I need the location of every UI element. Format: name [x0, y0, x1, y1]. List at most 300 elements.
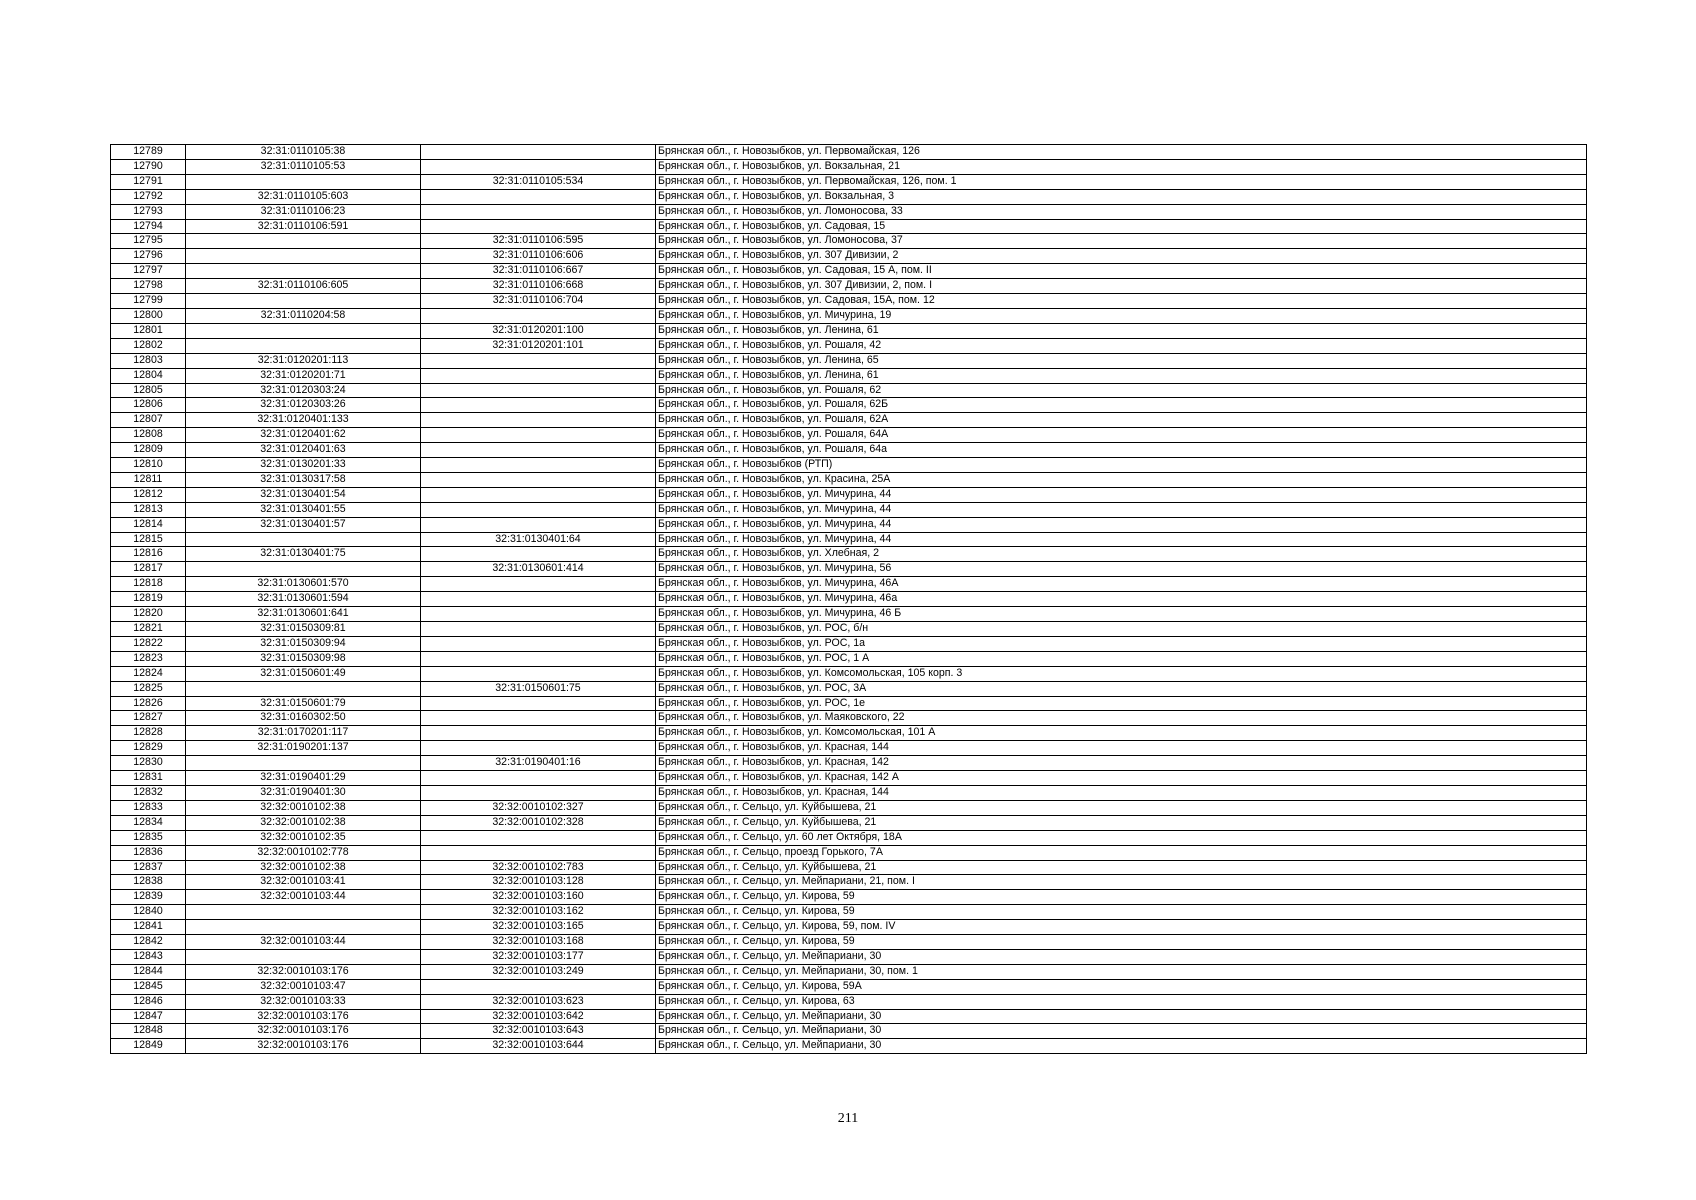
object-cadastral-number-cell [421, 159, 656, 174]
row-number-cell: 12823 [111, 651, 186, 666]
land-cadastral-number-cell: 32:32:0010103:176 [186, 964, 421, 979]
address-cell: Брянская обл., г. Новозыбков, ул. Вокзальная, 21 [656, 159, 1587, 174]
object-cadastral-number-cell: 32:31:0130401:64 [421, 532, 656, 547]
object-cadastral-number-cell: 32:32:0010103:128 [421, 875, 656, 890]
object-cadastral-number-cell [421, 830, 656, 845]
address-cell: Брянская обл., г. Новозыбков, ул. РОС, 1а [656, 636, 1587, 651]
table-row [111, 502, 1587, 517]
row-number-cell: 12821 [111, 622, 186, 637]
land-cadastral-number-cell: 32:31:0110106:23 [186, 204, 421, 219]
object-cadastral-number-cell [421, 458, 656, 473]
table-row [111, 323, 1587, 338]
land-cadastral-number-cell: 32:31:0130317:58 [186, 472, 421, 487]
land-cadastral-number-cell: 32:31:0130401:57 [186, 517, 421, 532]
object-cadastral-number-cell [421, 443, 656, 458]
row-number-cell: 12792 [111, 189, 186, 204]
address-cell: Брянская обл., г. Новозыбков, ул. РОС, б/н [656, 622, 1587, 637]
row-number-cell: 12844 [111, 964, 186, 979]
table-row [111, 741, 1587, 756]
table-row [111, 458, 1587, 473]
land-cadastral-number-cell: 32:32:0010103:41 [186, 875, 421, 890]
address-cell: Брянская обл., г. Новозыбков, ул. Садовая, 15А, пом. 12 [656, 294, 1587, 309]
land-cadastral-number-cell: 32:31:0110105:38 [186, 145, 421, 160]
table-row [111, 204, 1587, 219]
table-row [111, 920, 1587, 935]
land-cadastral-number-cell: 32:31:0120303:24 [186, 383, 421, 398]
land-cadastral-number-cell: 32:31:0150601:49 [186, 666, 421, 681]
object-cadastral-number-cell [421, 622, 656, 637]
address-cell: Брянская обл., г. Сельцо, ул. Кирова, 59А [656, 979, 1587, 994]
address-cell: Брянская обл., г. Новозыбков, ул. Красина, 25А [656, 472, 1587, 487]
object-cadastral-number-cell: 32:32:0010103:160 [421, 890, 656, 905]
address-cell: Брянская обл., г. Новозыбков (РТП) [656, 458, 1587, 473]
address-cell: Брянская обл., г. Новозыбков, ул. Мичурина, 46А [656, 577, 1587, 592]
row-number-cell: 12845 [111, 979, 186, 994]
row-number-cell: 12839 [111, 890, 186, 905]
address-cell: Брянская обл., г. Сельцо, ул. Куйбышева, 21 [656, 860, 1587, 875]
object-cadastral-number-cell: 32:31:0110106:667 [421, 264, 656, 279]
address-cell: Брянская обл., г. Новозыбков, ул. Мичурина, 44 [656, 517, 1587, 532]
table-row [111, 487, 1587, 502]
land-cadastral-number-cell: 32:32:0010103:176 [186, 1039, 421, 1054]
address-cell: Брянская обл., г. Сельцо, ул. Кирова, 59 [656, 935, 1587, 950]
row-number-cell: 12809 [111, 443, 186, 458]
address-cell: Брянская обл., г. Новозыбков, ул. РОС, 3А [656, 681, 1587, 696]
land-cadastral-number-cell [186, 338, 421, 353]
table-row [111, 875, 1587, 890]
row-number-cell: 12838 [111, 875, 186, 890]
address-cell: Брянская обл., г. Сельцо, ул. Кирова, 63 [656, 994, 1587, 1009]
table-row [111, 890, 1587, 905]
table-row [111, 577, 1587, 592]
land-cadastral-number-cell [186, 905, 421, 920]
land-cadastral-number-cell: 32:31:0190401:29 [186, 771, 421, 786]
row-number-cell: 12793 [111, 204, 186, 219]
land-cadastral-number-cell: 32:31:0130601:570 [186, 577, 421, 592]
table-row [111, 815, 1587, 830]
address-cell: Брянская обл., г. Сельцо, ул. Мейпариани, 21, пом. I [656, 875, 1587, 890]
object-cadastral-number-cell: 32:32:0010103:644 [421, 1039, 656, 1054]
land-cadastral-number-cell: 32:31:0190201:137 [186, 741, 421, 756]
address-cell: Брянская обл., г. Новозыбков, ул. Маяковского, 22 [656, 711, 1587, 726]
table-row [111, 472, 1587, 487]
address-cell: Брянская обл., г. Новозыбков, ул. Хлебная, 2 [656, 547, 1587, 562]
object-cadastral-number-cell [421, 979, 656, 994]
address-cell: Брянская обл., г. Сельцо, ул. Кирова, 59 [656, 905, 1587, 920]
table-row [111, 622, 1587, 637]
table-row [111, 949, 1587, 964]
row-number-cell: 12827 [111, 711, 186, 726]
land-cadastral-number-cell: 32:31:0110204:58 [186, 308, 421, 323]
row-number-cell: 12804 [111, 368, 186, 383]
address-cell: Брянская обл., г. Сельцо, ул. Кирова, 59 [656, 890, 1587, 905]
object-cadastral-number-cell [421, 368, 656, 383]
row-number-cell: 12822 [111, 636, 186, 651]
table-row [111, 592, 1587, 607]
table-row [111, 189, 1587, 204]
row-number-cell: 12819 [111, 592, 186, 607]
row-number-cell: 12794 [111, 219, 186, 234]
row-number-cell: 12816 [111, 547, 186, 562]
land-cadastral-number-cell: 32:31:0130401:54 [186, 487, 421, 502]
row-number-cell: 12831 [111, 771, 186, 786]
table-row [111, 249, 1587, 264]
row-number-cell: 12796 [111, 249, 186, 264]
row-number-cell: 12806 [111, 398, 186, 413]
table-row [111, 830, 1587, 845]
table-row [111, 1024, 1587, 1039]
row-number-cell: 12789 [111, 145, 186, 160]
object-cadastral-number-cell: 32:32:0010103:177 [421, 949, 656, 964]
object-cadastral-number-cell: 32:32:0010103:623 [421, 994, 656, 1009]
land-cadastral-number-cell: 32:32:0010103:176 [186, 1009, 421, 1024]
table-row [111, 443, 1587, 458]
address-cell: Брянская обл., г. Сельцо, ул. Мейпариани, 30 [656, 1009, 1587, 1024]
table-row [111, 1009, 1587, 1024]
row-number-cell: 12795 [111, 234, 186, 249]
row-number-cell: 12835 [111, 830, 186, 845]
table-row [111, 666, 1587, 681]
row-number-cell: 12843 [111, 949, 186, 964]
row-number-cell: 12846 [111, 994, 186, 1009]
row-number-cell: 12810 [111, 458, 186, 473]
land-cadastral-number-cell: 32:32:0010103:44 [186, 935, 421, 950]
object-cadastral-number-cell: 32:31:0110106:668 [421, 279, 656, 294]
object-cadastral-number-cell: 32:32:0010103:168 [421, 935, 656, 950]
object-cadastral-number-cell: 32:31:0120201:101 [421, 338, 656, 353]
table-row [111, 294, 1587, 309]
table-row [111, 726, 1587, 741]
table-row [111, 1039, 1587, 1054]
land-cadastral-number-cell: 32:32:0010103:33 [186, 994, 421, 1009]
address-cell: Брянская обл., г. Новозыбков, ул. Мичурина, 44 [656, 502, 1587, 517]
address-cell: Брянская обл., г. Новозыбков, ул. Ломоносова, 33 [656, 204, 1587, 219]
land-cadastral-number-cell: 32:31:0150309:98 [186, 651, 421, 666]
row-number-cell: 12815 [111, 532, 186, 547]
table-row [111, 428, 1587, 443]
table-row [111, 860, 1587, 875]
row-number-cell: 12811 [111, 472, 186, 487]
object-cadastral-number-cell: 32:32:0010103:642 [421, 1009, 656, 1024]
land-cadastral-number-cell [186, 294, 421, 309]
row-number-cell: 12814 [111, 517, 186, 532]
row-number-cell: 12829 [111, 741, 186, 756]
table-row [111, 308, 1587, 323]
land-cadastral-number-cell: 32:31:0150601:79 [186, 696, 421, 711]
object-cadastral-number-cell: 32:32:0010102:327 [421, 800, 656, 815]
table-row [111, 800, 1587, 815]
land-cadastral-number-cell: 32:32:0010102:38 [186, 815, 421, 830]
land-cadastral-number-cell [186, 234, 421, 249]
address-cell: Брянская обл., г. Новозыбков, ул. Ленина, 65 [656, 353, 1587, 368]
table-row [111, 651, 1587, 666]
row-number-cell: 12830 [111, 756, 186, 771]
table-row [111, 279, 1587, 294]
land-cadastral-number-cell [186, 949, 421, 964]
object-cadastral-number-cell [421, 592, 656, 607]
land-cadastral-number-cell: 32:31:0120201:113 [186, 353, 421, 368]
object-cadastral-number-cell: 32:31:0190401:16 [421, 756, 656, 771]
object-cadastral-number-cell [421, 726, 656, 741]
address-cell: Брянская обл., г. Новозыбков, ул. Рошаля, 42 [656, 338, 1587, 353]
row-number-cell: 12826 [111, 696, 186, 711]
row-number-cell: 12790 [111, 159, 186, 174]
row-number-cell: 12848 [111, 1024, 186, 1039]
row-number-cell: 12813 [111, 502, 186, 517]
object-cadastral-number-cell: 32:31:0110106:606 [421, 249, 656, 264]
row-number-cell: 12817 [111, 562, 186, 577]
land-cadastral-number-cell: 32:31:0110105:603 [186, 189, 421, 204]
land-cadastral-number-cell: 32:32:0010102:778 [186, 845, 421, 860]
object-cadastral-number-cell: 32:31:0110106:595 [421, 234, 656, 249]
land-cadastral-number-cell [186, 562, 421, 577]
address-cell: Брянская обл., г. Сельцо, ул. 60 лет Октября, 18А [656, 830, 1587, 845]
object-cadastral-number-cell: 32:31:0110106:704 [421, 294, 656, 309]
table-row [111, 159, 1587, 174]
table-row [111, 145, 1587, 160]
address-cell: Брянская обл., г. Сельцо, ул. Мейпариани, 30 [656, 1039, 1587, 1054]
address-cell: Брянская обл., г. Сельцо, ул. Кирова, 59, пом. IV [656, 920, 1587, 935]
land-cadastral-number-cell: 32:31:0120303:26 [186, 398, 421, 413]
land-cadastral-number-cell [186, 323, 421, 338]
address-cell: Брянская обл., г. Новозыбков, ул. 307 Дивизии, 2 [656, 249, 1587, 264]
registry-table [110, 144, 1587, 1054]
table-row [111, 219, 1587, 234]
row-number-cell: 12824 [111, 666, 186, 681]
object-cadastral-number-cell [421, 204, 656, 219]
table-row [111, 696, 1587, 711]
row-number-cell: 12803 [111, 353, 186, 368]
land-cadastral-number-cell: 32:31:0150309:81 [186, 622, 421, 637]
row-number-cell: 12828 [111, 726, 186, 741]
object-cadastral-number-cell: 32:31:0130601:414 [421, 562, 656, 577]
land-cadastral-number-cell [186, 920, 421, 935]
address-cell: Брянская обл., г. Новозыбков, ул. Мичурина, 46 Б [656, 607, 1587, 622]
address-cell: Брянская обл., г. Новозыбков, ул. Садовая, 15 А, пом. II [656, 264, 1587, 279]
land-cadastral-number-cell: 32:31:0120401:62 [186, 428, 421, 443]
land-cadastral-number-cell: 32:31:0160302:50 [186, 711, 421, 726]
registry-table-body [111, 145, 1587, 1054]
table-row [111, 845, 1587, 860]
row-number-cell: 12842 [111, 935, 186, 950]
table-row [111, 532, 1587, 547]
table-row [111, 264, 1587, 279]
address-cell: Брянская обл., г. Новозыбков, ул. Ленина, 61 [656, 323, 1587, 338]
object-cadastral-number-cell [421, 785, 656, 800]
address-cell: Брянская обл., г. Новозыбков, ул. Мичурина, 56 [656, 562, 1587, 577]
address-cell: Брянская обл., г. Новозыбков, ул. Мичурина, 44 [656, 532, 1587, 547]
land-cadastral-number-cell: 32:31:0130601:641 [186, 607, 421, 622]
row-number-cell: 12791 [111, 174, 186, 189]
address-cell: Брянская обл., г. Новозыбков, ул. Мичурина, 44 [656, 487, 1587, 502]
row-number-cell: 12837 [111, 860, 186, 875]
land-cadastral-number-cell: 32:31:0120401:63 [186, 443, 421, 458]
row-number-cell: 12840 [111, 905, 186, 920]
table-row [111, 517, 1587, 532]
land-cadastral-number-cell: 32:32:0010102:35 [186, 830, 421, 845]
table-row [111, 994, 1587, 1009]
object-cadastral-number-cell: 32:31:0120201:100 [421, 323, 656, 338]
land-cadastral-number-cell: 32:32:0010102:38 [186, 860, 421, 875]
object-cadastral-number-cell [421, 547, 656, 562]
address-cell: Брянская обл., г. Новозыбков, ул. РОС, 1е [656, 696, 1587, 711]
row-number-cell: 12841 [111, 920, 186, 935]
land-cadastral-number-cell: 32:31:0120401:133 [186, 413, 421, 428]
row-number-cell: 12808 [111, 428, 186, 443]
object-cadastral-number-cell: 32:32:0010103:643 [421, 1024, 656, 1039]
land-cadastral-number-cell: 32:31:0130201:33 [186, 458, 421, 473]
object-cadastral-number-cell: 32:32:0010103:165 [421, 920, 656, 935]
land-cadastral-number-cell: 32:31:0150309:94 [186, 636, 421, 651]
table-row [111, 174, 1587, 189]
table-row [111, 547, 1587, 562]
address-cell: Брянская обл., г. Новозыбков, ул. Рошаля, 64А [656, 428, 1587, 443]
land-cadastral-number-cell: 32:31:0110105:53 [186, 159, 421, 174]
land-cadastral-number-cell: 32:31:0130601:594 [186, 592, 421, 607]
object-cadastral-number-cell [421, 651, 656, 666]
row-number-cell: 12836 [111, 845, 186, 860]
row-number-cell: 12797 [111, 264, 186, 279]
table-row [111, 756, 1587, 771]
object-cadastral-number-cell [421, 189, 656, 204]
land-cadastral-number-cell: 32:31:0110106:605 [186, 279, 421, 294]
address-cell: Брянская обл., г. Новозыбков, ул. РОС, 1 А [656, 651, 1587, 666]
row-number-cell: 12801 [111, 323, 186, 338]
address-cell: Брянская обл., г. Новозыбков, ул. Красная, 144 [656, 741, 1587, 756]
table-row [111, 935, 1587, 950]
address-cell: Брянская обл., г. Новозыбков, ул. Красная, 142 А [656, 771, 1587, 786]
table-row [111, 636, 1587, 651]
object-cadastral-number-cell: 32:32:0010103:162 [421, 905, 656, 920]
row-number-cell: 12834 [111, 815, 186, 830]
address-cell: Брянская обл., г. Новозыбков, ул. Комсомольская, 105 корп. 3 [656, 666, 1587, 681]
address-cell: Брянская обл., г. Новозыбков, ул. 307 Дивизии, 2, пом. I [656, 279, 1587, 294]
table-row [111, 383, 1587, 398]
address-cell: Брянская обл., г. Сельцо, ул. Мейпариани, 30 [656, 1024, 1587, 1039]
table-row [111, 562, 1587, 577]
object-cadastral-number-cell [421, 383, 656, 398]
row-number-cell: 12825 [111, 681, 186, 696]
row-number-cell: 12820 [111, 607, 186, 622]
row-number-cell: 12833 [111, 800, 186, 815]
row-number-cell: 12805 [111, 383, 186, 398]
address-cell: Брянская обл., г. Новозыбков, ул. Рошаля, 62Б [656, 398, 1587, 413]
table-row [111, 711, 1587, 726]
row-number-cell: 12800 [111, 308, 186, 323]
object-cadastral-number-cell [421, 711, 656, 726]
land-cadastral-number-cell [186, 681, 421, 696]
land-cadastral-number-cell [186, 532, 421, 547]
page-number: 211 [837, 1111, 859, 1126]
address-cell: Брянская обл., г. Новозыбков, ул. Красная, 144 [656, 785, 1587, 800]
address-cell: Брянская обл., г. Новозыбков, ул. Рошаля, 62 [656, 383, 1587, 398]
land-cadastral-number-cell: 32:31:0130401:75 [186, 547, 421, 562]
object-cadastral-number-cell [421, 636, 656, 651]
row-number-cell: 12798 [111, 279, 186, 294]
object-cadastral-number-cell [421, 845, 656, 860]
object-cadastral-number-cell [421, 741, 656, 756]
table-row [111, 353, 1587, 368]
address-cell: Брянская обл., г. Новозыбков, ул. Ломоносова, 37 [656, 234, 1587, 249]
object-cadastral-number-cell [421, 487, 656, 502]
land-cadastral-number-cell [186, 264, 421, 279]
address-cell: Брянская обл., г. Сельцо, ул. Куйбышева, 21 [656, 815, 1587, 830]
object-cadastral-number-cell [421, 607, 656, 622]
land-cadastral-number-cell [186, 249, 421, 264]
table-row [111, 681, 1587, 696]
object-cadastral-number-cell [421, 472, 656, 487]
address-cell: Брянская обл., г. Сельцо, ул. Куйбышева, 21 [656, 800, 1587, 815]
land-cadastral-number-cell: 32:31:0130401:55 [186, 502, 421, 517]
object-cadastral-number-cell: 32:31:0150601:75 [421, 681, 656, 696]
address-cell: Брянская обл., г. Новозыбков, ул. Рошаля, 62А [656, 413, 1587, 428]
object-cadastral-number-cell [421, 413, 656, 428]
object-cadastral-number-cell [421, 428, 656, 443]
table-row [111, 368, 1587, 383]
object-cadastral-number-cell [421, 398, 656, 413]
address-cell: Брянская обл., г. Сельцо, ул. Мейпариани, 30, пом. 1 [656, 964, 1587, 979]
land-cadastral-number-cell [186, 174, 421, 189]
object-cadastral-number-cell [421, 771, 656, 786]
object-cadastral-number-cell [421, 517, 656, 532]
address-cell: Брянская обл., г. Новозыбков, ул. Красная, 142 [656, 756, 1587, 771]
row-number-cell: 12799 [111, 294, 186, 309]
land-cadastral-number-cell: 32:31:0170201:117 [186, 726, 421, 741]
land-cadastral-number-cell: 32:32:0010102:38 [186, 800, 421, 815]
land-cadastral-number-cell [186, 756, 421, 771]
table-row [111, 771, 1587, 786]
object-cadastral-number-cell: 32:31:0110105:534 [421, 174, 656, 189]
object-cadastral-number-cell [421, 145, 656, 160]
table-row [111, 785, 1587, 800]
land-cadastral-number-cell: 32:32:0010103:176 [186, 1024, 421, 1039]
address-cell: Брянская обл., г. Новозыбков, ул. Комсомольская, 101 А [656, 726, 1587, 741]
address-cell: Брянская обл., г. Новозыбков, ул. Рошаля, 64а [656, 443, 1587, 458]
table-row [111, 413, 1587, 428]
row-number-cell: 12802 [111, 338, 186, 353]
address-cell: Брянская обл., г. Новозыбков, ул. Мичурина, 19 [656, 308, 1587, 323]
object-cadastral-number-cell [421, 219, 656, 234]
address-cell: Брянская обл., г. Сельцо, ул. Мейпариани, 30 [656, 949, 1587, 964]
object-cadastral-number-cell [421, 353, 656, 368]
object-cadastral-number-cell [421, 666, 656, 681]
land-cadastral-number-cell: 32:32:0010103:44 [186, 890, 421, 905]
object-cadastral-number-cell [421, 577, 656, 592]
land-cadastral-number-cell: 32:31:0110106:591 [186, 219, 421, 234]
land-cadastral-number-cell: 32:31:0120201:71 [186, 368, 421, 383]
row-number-cell: 12812 [111, 487, 186, 502]
object-cadastral-number-cell: 32:32:0010102:783 [421, 860, 656, 875]
table-row [111, 234, 1587, 249]
address-cell: Брянская обл., г. Новозыбков, ул. Ленина, 61 [656, 368, 1587, 383]
row-number-cell: 12849 [111, 1039, 186, 1054]
land-cadastral-number-cell: 32:31:0190401:30 [186, 785, 421, 800]
object-cadastral-number-cell: 32:32:0010103:249 [421, 964, 656, 979]
table-row [111, 398, 1587, 413]
object-cadastral-number-cell: 32:32:0010102:328 [421, 815, 656, 830]
table-row [111, 338, 1587, 353]
table-row [111, 607, 1587, 622]
object-cadastral-number-cell [421, 502, 656, 517]
address-cell: Брянская обл., г. Новозыбков, ул. Мичурина, 46а [656, 592, 1587, 607]
table-row [111, 979, 1587, 994]
object-cadastral-number-cell [421, 308, 656, 323]
row-number-cell: 12807 [111, 413, 186, 428]
address-cell: Брянская обл., г. Новозыбков, ул. Садовая, 15 [656, 219, 1587, 234]
object-cadastral-number-cell [421, 696, 656, 711]
row-number-cell: 12832 [111, 785, 186, 800]
table-row [111, 964, 1587, 979]
